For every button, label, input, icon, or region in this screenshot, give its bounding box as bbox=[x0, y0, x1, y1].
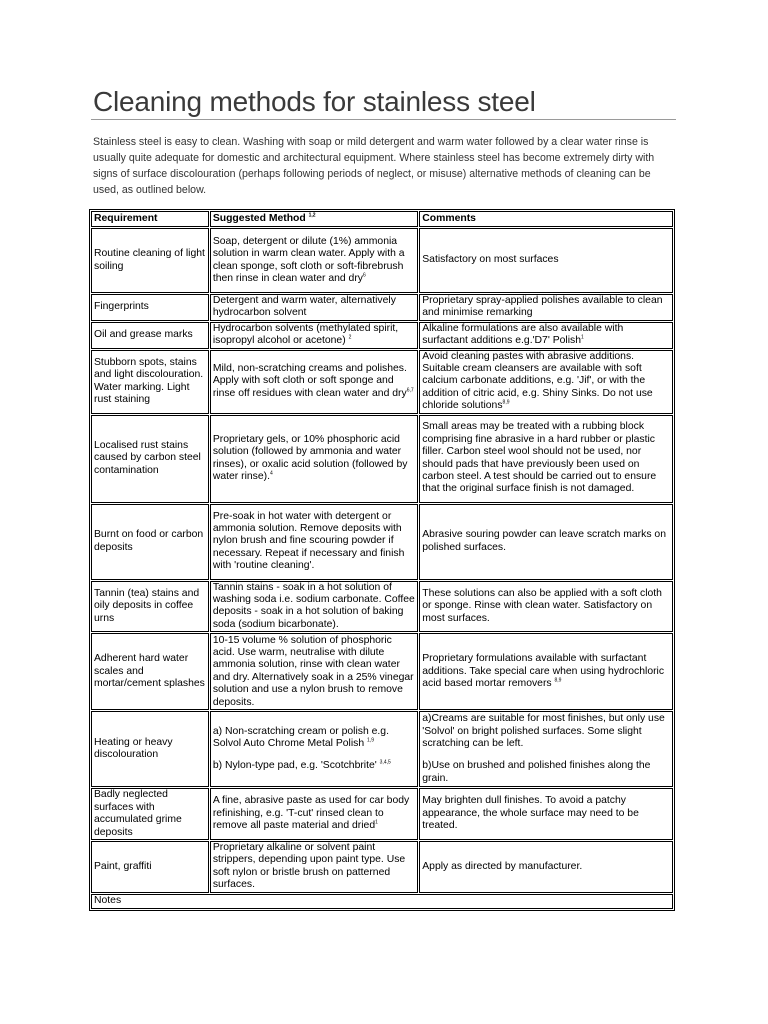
method-text: Soap, detergent or dilute (1%) ammonia solution in warm clean water. Apply with a clean sponge, soft cloth or soft-fibrebrush then rinse in clean water and dry bbox=[212, 235, 405, 284]
method-option-a bbox=[213, 726, 416, 751]
comments-cell: Abrasive souring powder can leave scratch marks on polished surfaces. bbox=[419, 504, 673, 580]
method-b-text: b) Nylon-type pad, e.g. 'Scotchbrite' bbox=[212, 760, 377, 772]
requirement-cell: Badly neglected surfaces with accumulated grime deposits bbox=[91, 788, 209, 840]
method-ref: 6,7 bbox=[406, 387, 414, 394]
method-cell bbox=[210, 711, 418, 787]
table-row bbox=[91, 228, 673, 293]
method-text: Proprietary gels, or 10% phosphoric acid solution (followed by ammonia and water rinses), or oxalic acid solution (followed by water rinse). bbox=[212, 433, 408, 483]
notes-cell: Notes bbox=[91, 894, 673, 909]
method-cell: Detergent and warm water, alternatively hydrocarbon solvent bbox=[210, 294, 418, 321]
table-row bbox=[91, 841, 673, 893]
method-a-ref: 1,9 bbox=[367, 737, 374, 744]
method-text: A fine, abrasive paste as used for car body refinishing, e.g. 'T-cut' rinsed clean to remove all paste material and dried bbox=[212, 795, 410, 832]
comments-text: Alkaline formulations are also available with surfactant additions e.g.'D7' Polish bbox=[422, 322, 624, 347]
method-cell bbox=[210, 350, 418, 414]
table-row bbox=[91, 581, 673, 633]
intro-paragraph: Stainless steel is easy to clean. Washing with soap or mild detergent and warm water followed by a clear water rinse is usually quite adequate for domestic and architectural equipment. Where stainless steel has become extremely dirty with signs of surface discolouration (perhaps following periods of neglect, or misuse) alternative methods of cleaning can be used, as outlined below. bbox=[93, 136, 655, 196]
requirement-cell: Paint, graffiti bbox=[91, 841, 209, 893]
method-a-text: a) Non-scratching cream or polish e.g. Solvol Auto Chrome Metal Polish bbox=[212, 725, 389, 750]
requirement-cell: Heating or heavy discolouration bbox=[91, 711, 209, 787]
method-option-b bbox=[213, 760, 416, 772]
comments-cell: Apply as directed by manufacturer. bbox=[419, 841, 673, 893]
comments-cell: May brighten dull finishes. To avoid a patchy appearance, the whole surface may need to be treated. bbox=[419, 788, 673, 840]
header-suggested-method bbox=[210, 211, 418, 227]
method-text: Hydrocarbon solvents (methylated spirit, isopropyl alcohol or acetone) bbox=[212, 322, 399, 347]
requirement-cell: Oil and grease marks bbox=[91, 322, 209, 349]
table-row bbox=[91, 504, 673, 580]
table-header-row bbox=[91, 211, 673, 227]
table-row bbox=[91, 294, 673, 321]
comments-cell: Small areas may be treated with a rubbing block comprising fine abrasive in a hard rubber or plastic filler. Carbon steel wool should not be used, nor should pads that have previously been used on carbon steel. A test should be carried out to ensure that the original surface finish is not damaged. bbox=[419, 415, 673, 503]
title-divider bbox=[91, 119, 676, 120]
method-cell: Pre-soak in hot water with detergent or ammonia solution. Remove deposits with nylon brush and fine scouring powder if necessary. Repeat if necessary and finish with 'routine cleaning'. bbox=[210, 504, 418, 580]
requirement-cell: Adherent hard water scales and mortar/cement splashes bbox=[91, 633, 209, 710]
method-cell: Proprietary alkaline or solvent paint strippers, depending upon paint type. Use soft nylon or bristle brush on patterned surfaces. bbox=[210, 841, 418, 893]
method-text: Mild, non-scratching creams and polishes. Apply with soft cloth or soft sponge and rinse off residues with clean water and dry bbox=[212, 363, 407, 399]
requirement-cell: Fingerprints bbox=[91, 294, 209, 321]
comments-text: Proprietary formulations available with surfactant additions. Take special care when using hydrochloric acid based mortar removers bbox=[422, 653, 665, 689]
table-row bbox=[91, 788, 673, 840]
comments-cell bbox=[419, 322, 673, 349]
method-ref: 2 bbox=[348, 334, 352, 341]
header-requirement: Requirement bbox=[91, 211, 209, 227]
method-ref: 6 bbox=[363, 272, 366, 279]
table-row bbox=[91, 711, 673, 787]
method-ref: 1 bbox=[375, 819, 378, 826]
method-spacer bbox=[213, 750, 416, 760]
header-comments: Comments bbox=[419, 211, 673, 227]
comments-cell bbox=[419, 633, 673, 710]
comments-text: Avoid cleaning pastes with abrasive additions. Suitable cream cleansers are available with soft calcium carbonate additions, e.g. 'Jif', or with the addition of citric acid, e.g. Shiny Sinks. Do not use chloride solutions bbox=[422, 350, 653, 412]
comments-cell: Satisfactory on most surfaces bbox=[419, 228, 673, 293]
notes-row bbox=[91, 894, 673, 909]
header-method-label: Suggested Method bbox=[212, 212, 306, 224]
comments-cell: These solutions can also be applied with a soft cloth or sponge. Rinse with clean water. Satisfactory on most surfaces. bbox=[419, 581, 673, 633]
method-cell: Tannin stains - soak in a hot solution of washing soda i.e. sodium carbonate. Coffee deposits - soak in a hot solution of baking soda (sodium bicarbonate). bbox=[210, 581, 418, 633]
requirement-cell: Routine cleaning of light soiling bbox=[91, 228, 209, 293]
comments-spacer bbox=[422, 750, 671, 760]
requirement-cell: Burnt on food or carbon deposits bbox=[91, 504, 209, 580]
cleaning-methods-table bbox=[89, 209, 675, 911]
comments-ref: 8,9 bbox=[502, 399, 510, 406]
comments-cell bbox=[419, 350, 673, 414]
method-cell bbox=[210, 415, 418, 503]
requirement-cell: Stubborn spots, stains and light discolouration. Water marking. Light rust staining bbox=[91, 350, 209, 414]
method-cell: 10-15 volume % solution of phosphoric acid. Use warm, neutralise with dilute ammonia solution, rinse with clean water and dry. Alternatively soak in a 25% vinegar solution and use a nylon brush to remove deposits. bbox=[210, 633, 418, 710]
requirement-cell: Tannin (tea) stains and oily deposits in coffee urns bbox=[91, 581, 209, 633]
page-title: Cleaning methods for stainless steel bbox=[93, 86, 536, 117]
method-ref: 4 bbox=[269, 470, 273, 477]
requirement-cell: Localised rust stains caused by carbon steel contamination bbox=[91, 415, 209, 503]
method-cell bbox=[210, 788, 418, 840]
table-row bbox=[91, 633, 673, 710]
table-row bbox=[91, 322, 673, 349]
table-row bbox=[91, 415, 673, 503]
comments-ref: 1 bbox=[581, 334, 584, 341]
table-row bbox=[91, 350, 673, 414]
method-cell bbox=[210, 322, 418, 349]
comments-cell bbox=[419, 711, 673, 787]
method-b-ref: 3,4,5 bbox=[379, 760, 391, 767]
header-method-ref: 1,2 bbox=[308, 212, 316, 219]
method-cell bbox=[210, 228, 418, 293]
comments-cell: Proprietary spray-applied polishes available to clean and minimise remarking bbox=[419, 294, 673, 321]
comments-ref: 8,9 bbox=[554, 677, 562, 684]
comments-option-a: a)Creams are suitable for most finishes, but only use 'Solvol' on bright polished surfaces. Some slight scratching can be left. bbox=[422, 713, 665, 750]
comments-option-b: b)Use on brushed and polished finishes along the grain. bbox=[422, 760, 651, 784]
